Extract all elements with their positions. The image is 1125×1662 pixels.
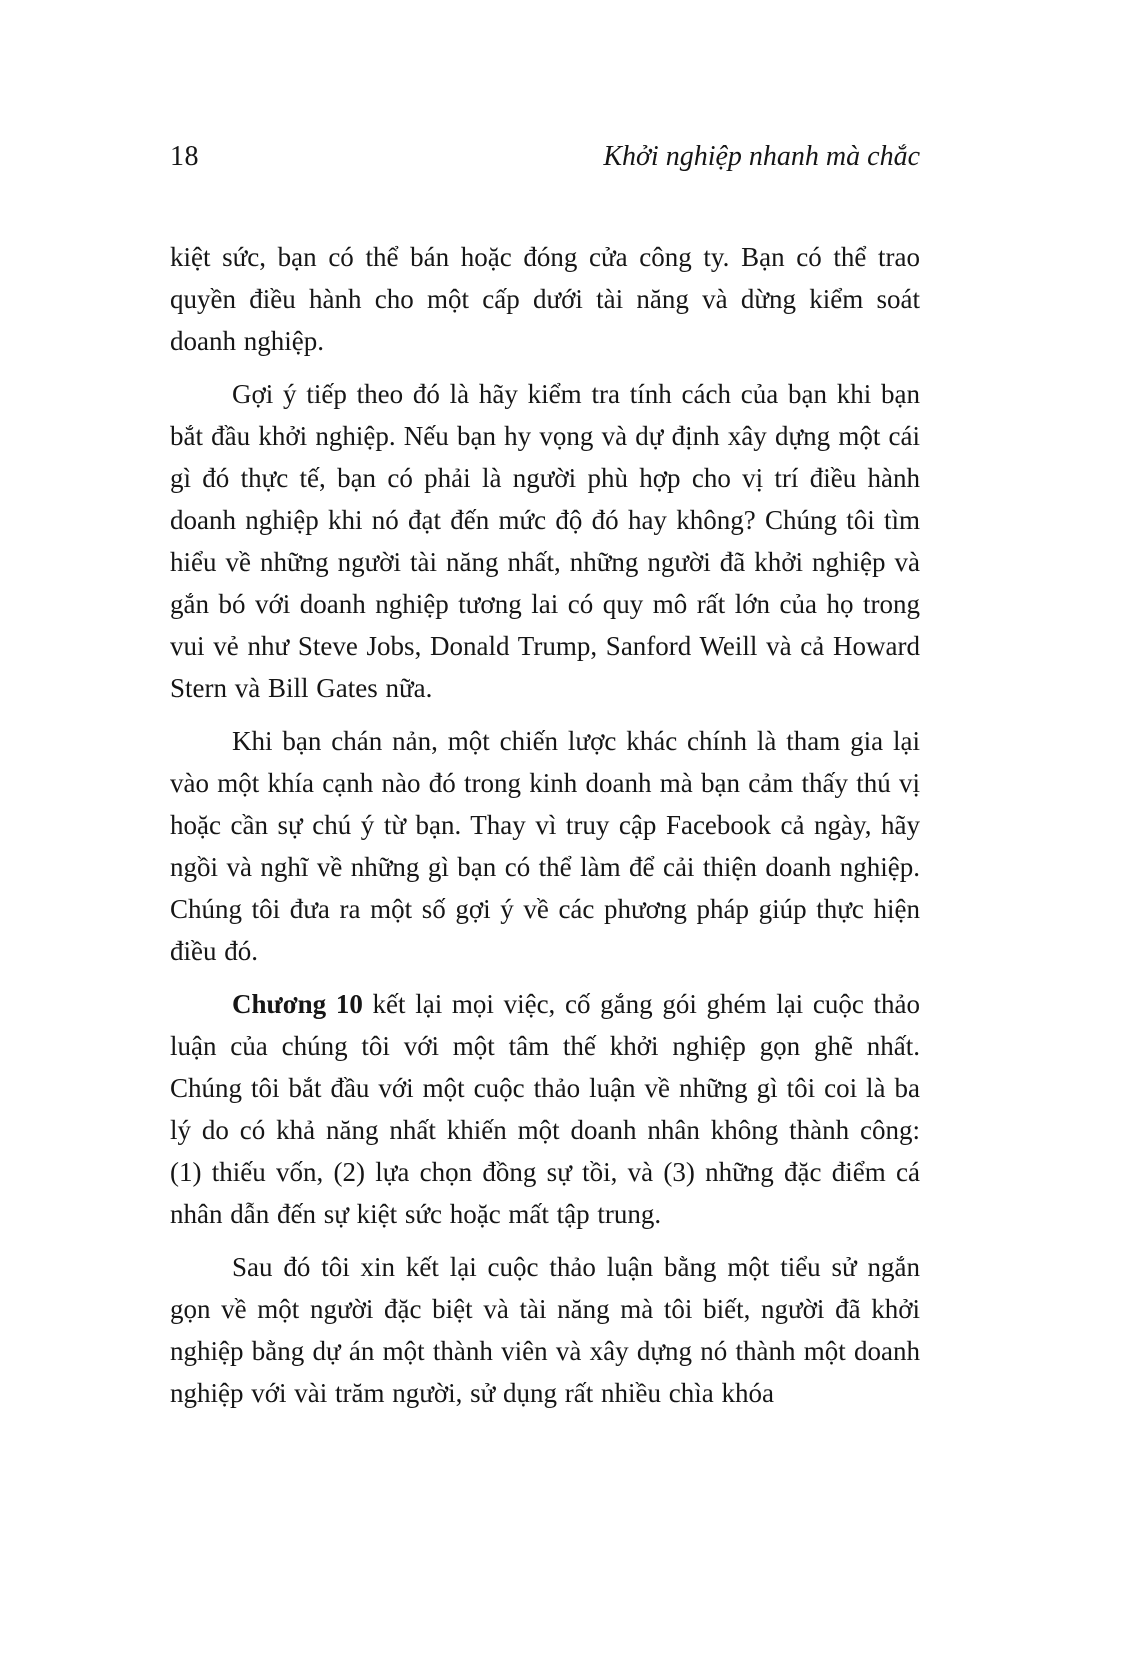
paragraph-5: Sau đó tôi xin kết lại cuộc thảo luận bằng một tiểu sử ngắn gọn về một người đặc biệt và tài năng mà tôi biết, người đã khởi nghiệp bằng dự án một thành viên và xây dựng nó thành một doanh nghiệp với vài trăm người, sử dụng rất nhiều chìa khóa [170, 1252, 920, 1408]
running-title: Khởi nghiệp nhanh mà chắc [603, 141, 920, 172]
page-header [170, 140, 920, 174]
chapter-reference: Chương 10 [232, 989, 363, 1019]
page-body [170, 236, 920, 1414]
paragraph-4 [170, 983, 920, 1235]
paragraph-3: Khi bạn chán nản, một chiến lược khác chính là tham gia lại vào một khía cạnh nào đó trong kinh doanh mà bạn cảm thấy thú vị hoặc cần sự chú ý từ bạn. Thay vì truy cập Facebook cả ngày, hãy ngồi và nghĩ về những gì bạn có thể làm để cải thiện doanh nghiệp. Chúng tôi đưa ra một số gợi ý về các phương pháp giúp thực hiện điều đó. [170, 726, 920, 966]
paragraph-4-text: kết lại mọi việc, cố gắng gói ghém lại cuộc thảo luận của chúng tôi với một tâm thế khởi nghiệp gọn ghẽ nhất. Chúng tôi bắt đầu với một cuộc thảo luận về những gì tôi coi là ba lý do có khả năng nhất khiến một doanh nhân không thành công: (1) thiếu vốn, (2) lựa chọn đồng sự tồi, và (3) những đặc điểm cá nhân dẫn đến sự kiệt sức hoặc mất tập trung. [170, 989, 920, 1229]
paragraph-1: kiệt sức, bạn có thể bán hoặc đóng cửa công ty. Bạn có thể trao quyền điều hành cho một cấp dưới tài năng và dừng kiểm soát doanh nghiệp. [170, 242, 920, 356]
page-number: 18 [170, 141, 199, 172]
paragraph-2: Gợi ý tiếp theo đó là hãy kiểm tra tính cách của bạn khi bạn bắt đầu khởi nghiệp. Nếu bạn hy vọng và dự định xây dựng một cái gì đó thực tế, bạn có phải là người phù hợp cho vị trí điều hành doanh nghiệp khi nó đạt đến mức độ đó hay không? Chúng tôi tìm hiểu về những người tài năng nhất, những người đã khởi nghiệp và gắn bó với doanh nghiệp tương lai có quy mô rất lớn của họ trong vui vẻ như Steve Jobs, Donald Trump, Sanford Weill và cả Howard Stern và Bill Gates nữa. [170, 379, 920, 703]
